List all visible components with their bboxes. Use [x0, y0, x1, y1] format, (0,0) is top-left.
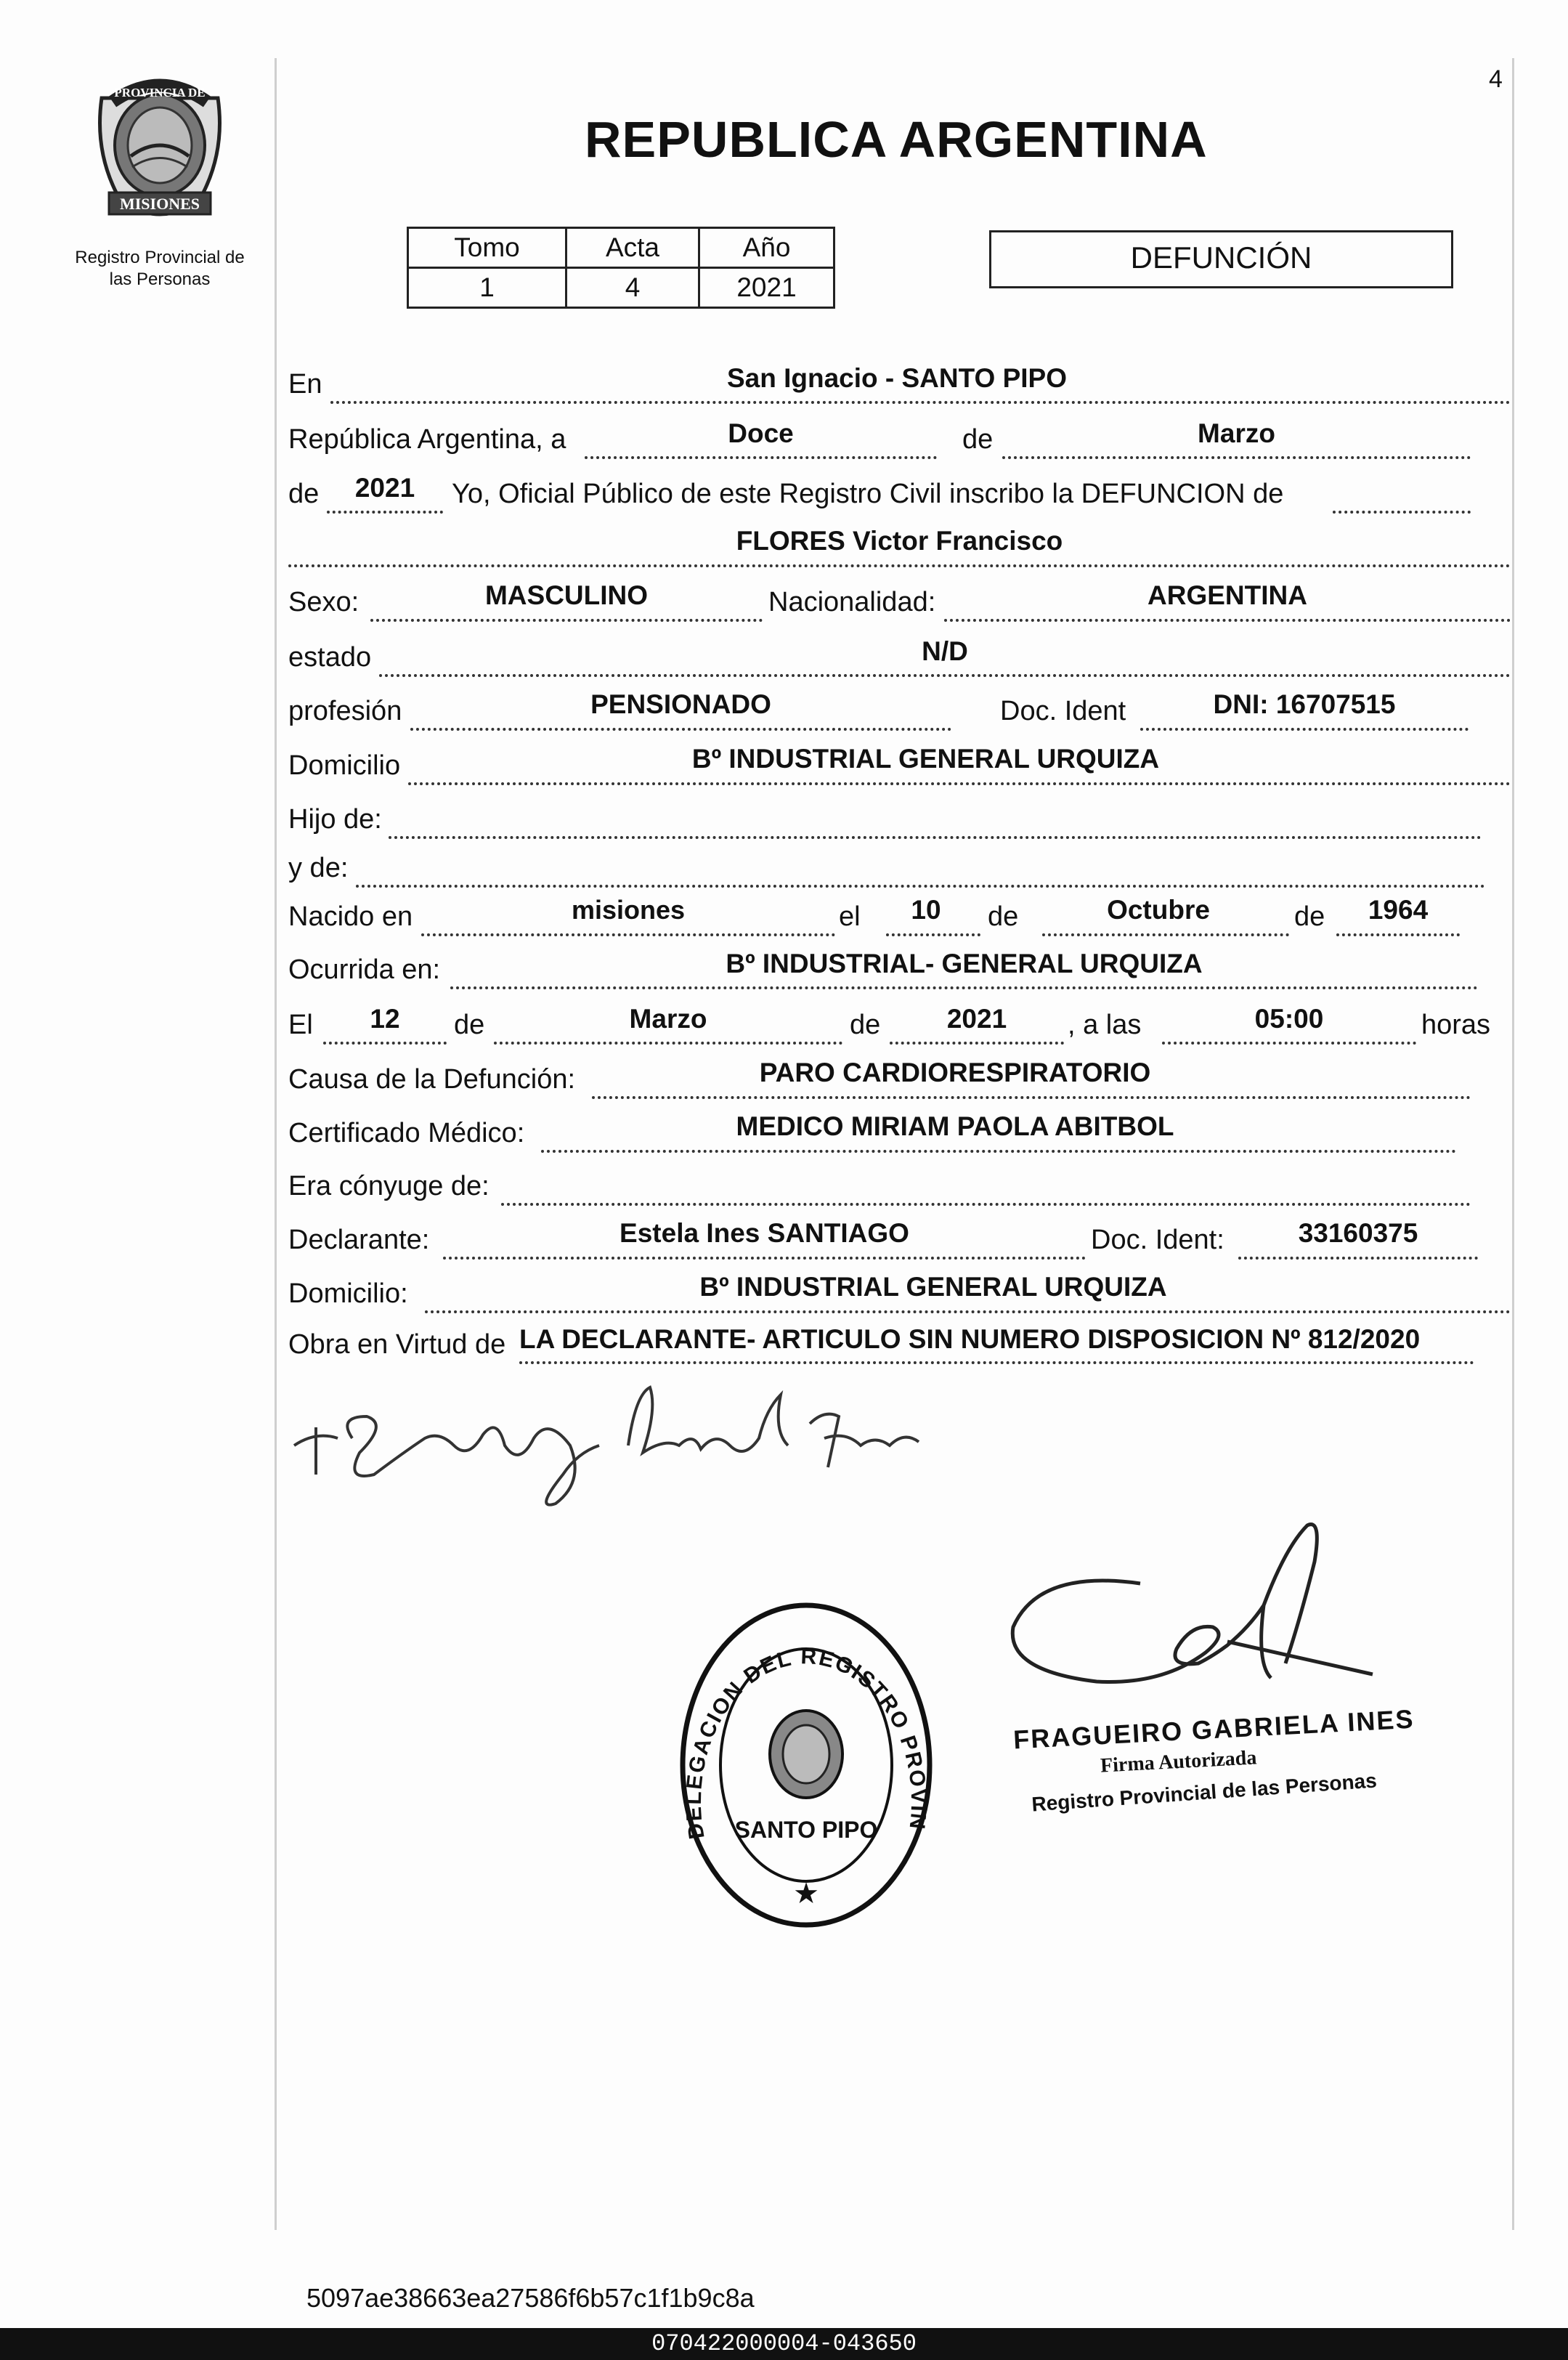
misiones-crest-logo: [87, 69, 232, 225]
svg-text:PROVINCIA DE: PROVINCIA DE: [114, 86, 206, 100]
acta-header: Acta: [566, 228, 699, 268]
registry-label-line1: Registro Provincial de: [75, 248, 245, 267]
svg-text:DELEGACION DEL REGISTRO PROVIN: DELEGACION DEL REGISTRO PROVIN: [681, 1645, 931, 1841]
nacido-dia-value: 10: [911, 895, 941, 925]
document-hash: 5097ae38663ea27586f6b57c1f1b9c8a: [306, 2283, 755, 2313]
official-role: Firma Autorizada: [1100, 1746, 1258, 1777]
registry-label-line2: las Personas: [109, 269, 211, 289]
muerte-anio-value: 2021: [946, 1004, 1007, 1034]
nacido-mes-value: Octubre: [1107, 895, 1210, 925]
nacionalidad-value: ARGENTINA: [1147, 580, 1307, 610]
de-label-4: de: [1294, 901, 1325, 932]
nombre-value: FLORES Victor Francisco: [736, 526, 1063, 556]
nacido-en-label: Nacido en: [288, 901, 413, 932]
republica-label: República Argentina, a: [288, 424, 566, 455]
profesion-label: profesión: [288, 696, 402, 726]
certificado-label: Certificado Médico:: [288, 1118, 525, 1148]
registry-label: [54, 247, 265, 291]
nacionalidad-label: Nacionalidad:: [768, 587, 936, 617]
a-las-label: , a las: [1068, 1010, 1142, 1040]
tomo-value: 1: [408, 268, 566, 308]
dia-value: Doce: [728, 418, 794, 448]
trailing-line: [1333, 479, 1471, 514]
declarante-value: Estela Ines SANTIAGO: [620, 1218, 909, 1248]
svg-text:SANTO PIPO: SANTO PIPO: [734, 1817, 878, 1843]
horas-label: horas: [1421, 1010, 1491, 1040]
record-type-box: DEFUNCIÓN: [989, 230, 1453, 288]
official-org: Registro Provincial de las Personas: [1031, 1769, 1378, 1816]
certificado-value: MEDICO MIRIAM PAOLA ABITBOL: [736, 1111, 1174, 1141]
declarante-domicilio-value: Bº INDUSTRIAL GENERAL URQUIZA: [699, 1272, 1167, 1302]
official-seal-stamp: [672, 1598, 941, 1932]
left-margin-line: [275, 58, 277, 2230]
muerte-mes-value: Marzo: [629, 1004, 707, 1034]
page-title: REPUBLICA ARGENTINA: [585, 111, 1208, 168]
svg-text:MISIONES: MISIONES: [119, 195, 200, 213]
record-header-row: [408, 228, 834, 268]
el-cap-label: El: [288, 1010, 313, 1040]
page-number: 4: [1489, 65, 1503, 93]
yo-oficial-text: Yo, Oficial Público de este Registro Civil inscribo la DEFUNCION de: [452, 479, 1284, 509]
hijo-de-line: [389, 804, 1482, 839]
svg-text:★: ★: [793, 1878, 819, 1910]
y-de-line: [356, 853, 1485, 888]
hora-value: 05:00: [1254, 1004, 1324, 1034]
domicilio-value: Bº INDUSTRIAL GENERAL URQUIZA: [691, 744, 1160, 774]
doc-ident-label: Doc. Ident: [1000, 696, 1126, 726]
estado-label: estado: [288, 642, 372, 673]
barcode-bar: 070422000004-043650: [0, 2328, 1568, 2360]
de-label-3: de: [988, 901, 1019, 932]
causa-value: PARO CARDIORESPIRATORIO: [759, 1058, 1151, 1087]
doc-ident2-label: Doc. Ident:: [1091, 1225, 1224, 1255]
de-label-1: de: [962, 424, 994, 455]
declarante-doc-value: 33160375: [1298, 1218, 1418, 1248]
domicilio2-label: Domicilio:: [288, 1278, 408, 1309]
official-name: FRAGUEIRO GABRIELA INES: [1012, 1703, 1415, 1755]
official-signature: [995, 1518, 1416, 1700]
right-margin-line: [1512, 58, 1514, 2230]
estado-value: N/D: [922, 636, 968, 666]
hijo-de-label: Hijo de:: [288, 804, 382, 835]
obra-label: Obra en Virtud de: [288, 1329, 506, 1360]
conyuge-line: [501, 1171, 1471, 1206]
sexo-value: MASCULINO: [484, 580, 649, 610]
acta-value: 4: [566, 268, 699, 308]
ocurrida-en-label: Ocurrida en:: [288, 954, 441, 985]
declarant-signature: [287, 1366, 941, 1525]
sexo-label: Sexo:: [288, 587, 359, 617]
doc-value: DNI: 16707515: [1213, 689, 1396, 719]
mes-value: Marzo: [1198, 418, 1275, 448]
anio-value: 2021: [354, 473, 415, 503]
obra-value: LA DECLARANTE- ARTICULO SIN NUMERO DISPOSICION Nº 812/2020: [519, 1324, 1421, 1354]
lugar-value: San Ignacio - SANTO PIPO: [726, 363, 1068, 393]
profesion-value: PENSIONADO: [590, 689, 771, 719]
causa-label: Causa de la Defunción:: [288, 1064, 576, 1095]
el-label: el: [839, 901, 861, 932]
y-de-label: y de:: [288, 853, 349, 883]
en-label: En: [288, 369, 322, 400]
de-label-2: de: [288, 479, 320, 509]
ocurrida-value: Bº INDUSTRIAL- GENERAL URQUIZA: [726, 949, 1203, 978]
anio-value: 2021: [699, 268, 834, 308]
muerte-dia-value: 12: [370, 1004, 400, 1034]
anio-header: Año: [699, 228, 834, 268]
record-table: [407, 227, 835, 309]
record-value-row: [408, 268, 834, 308]
nacido-lugar-value: misiones: [571, 895, 686, 925]
domicilio-label: Domicilio: [288, 750, 401, 781]
conyuge-label: Era cónyuge de:: [288, 1171, 490, 1201]
declarante-label: Declarante:: [288, 1225, 430, 1255]
de-label-5: de: [454, 1010, 485, 1040]
nacido-anio-value: 1964: [1368, 895, 1429, 925]
de-label-6: de: [850, 1010, 881, 1040]
tomo-header: Tomo: [408, 228, 566, 268]
